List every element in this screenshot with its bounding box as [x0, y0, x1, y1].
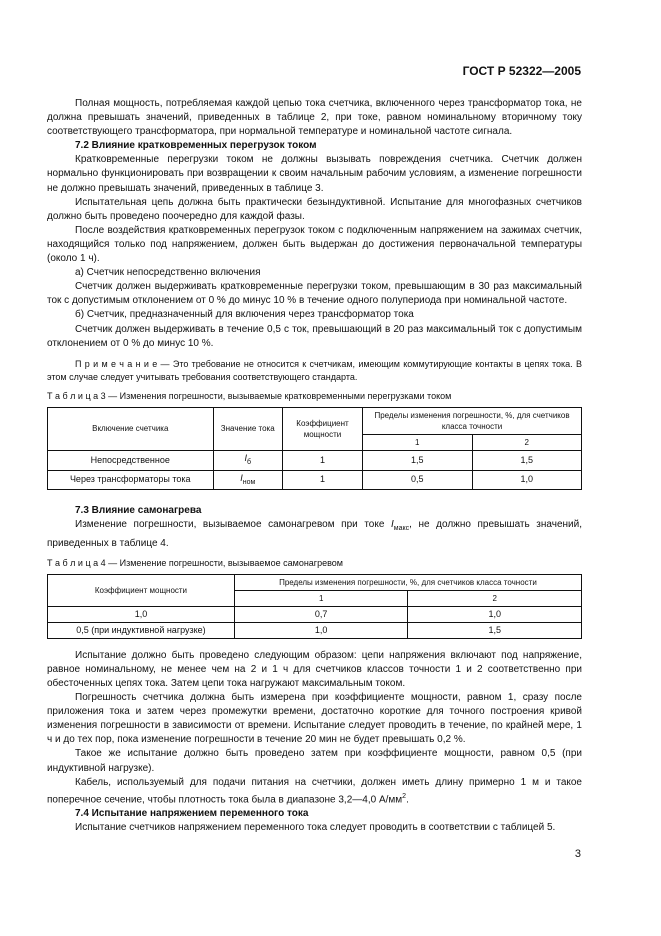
table-3-header-class-1: 1 [363, 434, 472, 450]
paragraph: Погрешность счетчика должна быть измерена при коэффициенте мощности, равном 1, сразу после приложения тока и затем через промежутки времени, достаточно короткие для точного построения кривой изменения погрешности в зависимости от времени. Испытание следует проводить в течение, по крайней мере, 1 ч и до тех пор, пока изменение погрешности в течение 20 мин не будет превышать 0,2 %. [47, 692, 582, 746]
note-label: П р и м е ч а н и е [75, 358, 158, 369]
table-4-label: Т а б л и ц а 4 [47, 557, 106, 568]
table-4-header-limits: Пределы изменения погрешности, %, для счетчиков класса точности [234, 574, 581, 590]
paragraph: Испытание счетчиков напряжением переменного тока следует проводить в соответствии с таблицей 5. [75, 822, 556, 834]
section-heading-7-3: 7.3 Влияние самонагрева [75, 505, 202, 517]
table-cell: 1,5 [408, 622, 582, 638]
paragraph: Испытательная цепь должна быть практически безындуктивной. Испытание для многофазных счетчиков должно быть проведено поочередно для каждой фазы. [47, 196, 582, 222]
current-subscript: б [246, 458, 251, 466]
table-3-header-connection: Включение счетчика [48, 407, 214, 450]
table-row [48, 470, 582, 490]
table-cell: 1,0 [472, 470, 582, 490]
table-cell: 1,5 [363, 450, 472, 470]
table-3-title: — Изменения погрешности, вызываемые кратковременными перегрузками током [105, 390, 452, 401]
table-cell: 0,5 [363, 470, 472, 490]
text-span: , не должно превышать значений, приведенных в таблице 4. [47, 519, 582, 549]
table-cell [213, 450, 282, 470]
table-cell: Через трансформаторы тока [48, 470, 214, 490]
table-3-header-power-factor: Коэффициент мощности [282, 407, 362, 450]
paragraph [47, 518, 582, 550]
section-heading-7-4: 7.4 Испытание напряжением переменного тока [75, 808, 309, 820]
paragraph: Полная мощность, потребляемая каждой цепью тока счетчика, включенного через трансформатор тока, не должна превышать значений, приведенных в таблице 2, при токе, равном номинальному вторичному току соответствующего трансформатора, при нормальной температуре и номинальной частоте сигнала. [47, 98, 582, 138]
table-row [48, 622, 582, 638]
table-4 [47, 574, 582, 639]
current-symbol: I [240, 472, 243, 483]
section-heading-7-2: 7.2 Влияние кратковременных перегрузок током [75, 140, 317, 152]
current-subscript: ном [242, 478, 256, 486]
paragraph: Счетчик должен выдерживать в течение 0,5 с ток, превышающий в 20 раз максимальный ток с допустимым отклонением от 0 % до минус 10 %. [47, 323, 582, 349]
paragraph: Счетчик должен выдерживать кратковременные перегрузки током, превышающим в 30 раз максимальный ток с допустимым отклонением от 0 % до минус 10 % в течение одного полупериода при номинальной частоте. [47, 281, 582, 307]
current-subscript: макс [393, 525, 410, 533]
table-cell: Непосредственное [48, 450, 214, 470]
paragraph: Такое же испытание должно быть проведено затем при коэффициенте мощности, равном 0,5 (при индуктивной нагрузке). [47, 748, 582, 774]
text-span: Кабель, используемый для подачи питания на счетчики, должен иметь длину примерно 1 м и такое поперечное сечение, чтобы плотность тока была в диапазоне 3,2—4,0 А/мм [47, 776, 582, 806]
table-4-header-class-1: 1 [234, 590, 408, 606]
table-3-caption [47, 389, 582, 403]
list-item-b: б) Счетчик, предназначенный для включения через трансформатор тока [75, 309, 414, 321]
document-code: ГОСТ Р 52322—2005 [462, 64, 581, 78]
table-3-header-limits: Пределы изменения погрешности, %, для счетчиков класса точности [363, 407, 582, 434]
table-cell: 1,5 [472, 450, 582, 470]
table-4-header-class-2: 2 [408, 590, 582, 606]
table-cell: 1 [282, 470, 362, 490]
paragraph: Кратковременные перегрузки током не должны вызывать повреждения счетчика. Счетчик должен нормально функционировать при возвращении к своим начальным рабочим условиям, а изменение погрешности не должно превышать значений, приведенных в таблице 3. [47, 154, 582, 194]
note-text: — Это требование не относится к счетчикам, имеющим коммутирующие контакты в цепях тока. В этом случае следует учитывать требования соответствующего стандарта. [47, 358, 582, 382]
superscript: 2 [402, 792, 407, 800]
table-cell: 1 [282, 450, 362, 470]
table-cell [213, 470, 282, 490]
current-symbol: I [390, 519, 394, 531]
note [47, 358, 582, 384]
page-number: 3 [574, 848, 581, 860]
table-4-caption [47, 556, 582, 570]
table-4-title: — Изменение погрешности, вызываемое самонагревом [105, 557, 343, 568]
table-3-label: Т а б л и ц а 3 [47, 390, 106, 401]
table-3 [47, 407, 582, 491]
table-cell: 0,7 [234, 606, 408, 622]
body-text [47, 97, 582, 835]
table-4-header-power-factor: Коэффициент мощности [48, 574, 235, 606]
text-span: . [406, 794, 409, 806]
paragraph: После воздействия кратковременных перегрузок током с подключенным напряжением на зажимах счетчик, находящийся только под напряжением, должен быть выдержан до достижения первоначальной температуры (около 1 ч). [47, 224, 582, 265]
paragraph: Испытание должно быть проведено следующим образом: цепи напряжения включают под напряжение, равное номинальному, не менее чем на 2 и 1 ч для счетчиков классов точности 1 и 2 соответственно при обесточенных цепях тока. Затем цепи тока нагружают максимальным током. [47, 649, 582, 689]
table-cell: 1,0 [408, 606, 582, 622]
paragraph [47, 776, 582, 808]
table-cell: 1,0 [48, 606, 235, 622]
table-row [48, 606, 582, 622]
list-item-a: а) Счетчик непосредственно включения [75, 267, 261, 279]
table-3-header-current: Значение тока [213, 407, 282, 450]
text-span: Изменение погрешности, вызываемое самонагревом при токе [75, 519, 391, 531]
table-3-header-class-2: 2 [472, 434, 582, 450]
table-row [48, 450, 582, 470]
current-symbol: I [244, 452, 247, 463]
table-cell: 1,0 [234, 622, 408, 638]
table-cell: 0,5 (при индуктивной нагрузке) [48, 622, 235, 638]
